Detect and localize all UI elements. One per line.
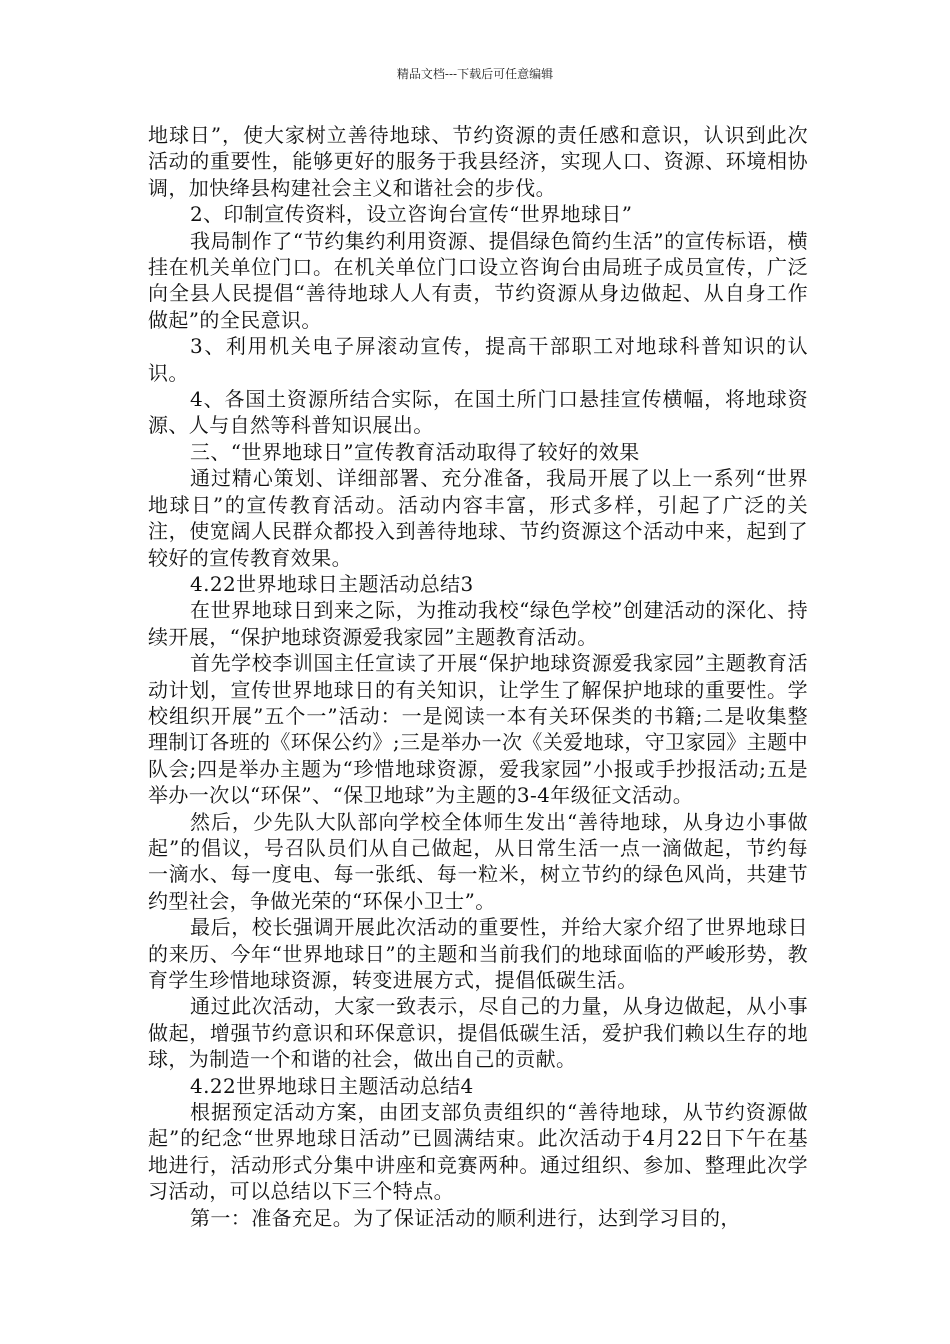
paragraph: 最后，校长强调开展此次活动的重要性，并给大家介绍了世界地球日的来历、今年“世界地球日”的主题和当前我们的地球面临的严峻形势，教育学生珍惜地球资源，转变进展方式，提倡低碳生活。 [148, 915, 808, 992]
section-item-2: 2、印制宣传资料，设立咨询台宣传“世界地球日” [190, 202, 633, 227]
paragraph: 通过精心策划、详细部署、充分准备，我局开展了以上一系列“世界地球日”的宣传教育活动。活动内容丰富，形式多样，引起了广泛的关注，使宽阔人民群众都投入到善待地球、节约资源这个活动中来，起到了较好的宣传教育效果。 [148, 466, 808, 570]
summary-title-3: 4.22世界地球日主题活动总结3 [190, 571, 474, 596]
page-header: 精品文档---下载后可任意编辑 [396, 67, 554, 81]
summary-title-4: 4.22世界地球日主题活动总结4 [190, 1073, 474, 1098]
section-item-3: 3、利用机关电子屏滚动宣传，提高干部职工对地球科普知识的认识。 [148, 334, 808, 385]
paragraph: 根据预定活动方案，由团支部负责组织的“善待地球，从节约资源做起”的纪念“世界地球日活动”已圆满结束。此次活动于4月22日下午在基地进行，活动形式分集中讲座和竞赛两种。通过组织、参加、整理此次学习活动，可以总结以下三个特点。 [148, 1100, 808, 1204]
paragraph: 我局制作了“节约集约利用资源、提倡绿色简约生活”的宣传标语，横挂在机关单位门口。在机关单位门口设立咨询台由局班子成员宣传，广泛向全县人民提倡“善待地球人人有责，节约资源从身边做起、从自身工作做起”的全民意识。 [148, 228, 808, 332]
section-heading: 三、“世界地球日”宣传教育活动取得了较好的效果 [190, 439, 640, 464]
paragraph-continuation: 地球日”，使大家树立善待地球、节约资源的责任感和意识，认识到此次活动的重要性，能够更好的服务于我县经济，实现人口、资源、环境相协调，加快绛县构建社会主义和谐社会的步伐。 [148, 123, 808, 200]
paragraph: 第一：准备充足。为了保证活动的顺利进行，达到学习目的， [190, 1205, 741, 1230]
paragraph: 通过此次活动，大家一致表示，尽自己的力量，从身边做起，从小事做起，增强节约意识和环保意识，提倡低碳生活，爱护我们赖以生存的地球，为制造一个和谐的社会，做出自己的贡献。 [148, 994, 808, 1072]
section-item-4: 4、各国土资源所结合实际，在国土所门口悬挂宣传横幅，将地球资源、人与自然等科普知识展出。 [148, 387, 808, 438]
paragraph: 首先学校李训国主任宣读了开展“保护地球资源爱我家园”主题教育活动计划，宣传世界地球日的有关知识，让学生了解保护地球的重要性。学校组织开展”五个一”活动：一是阅读一本有关环保类的书籍;二是收集整理制订各班的《环保公约》;三是举办一次《关爱地球，守卫家园》主题中队会;四是举办主题为“珍惜地球资源，爱我家园”小报或手抄报活动;五是举办一次以“环保”、“保卫地球”为主题的3-4年级征文活动。 [148, 651, 808, 808]
document-body [148, 122, 808, 1231]
paragraph: 然后，少先队大队部向学校全体师生发出“善待地球，从身边小事做起”的倡议，号召队员们从自己做起，从日常生活一点一滴做起，节约每一滴水、每一度电、每一张纸、每一粒米，树立节约的绿色风尚，共建节约型社会，争做光荣的“环保小卫士”。 [148, 809, 808, 913]
paragraph: 在世界地球日到来之际，为推动我校“绿色学校”创建活动的深化、持续开展，“保护地球资源爱我家园”主题教育活动。 [148, 598, 808, 649]
